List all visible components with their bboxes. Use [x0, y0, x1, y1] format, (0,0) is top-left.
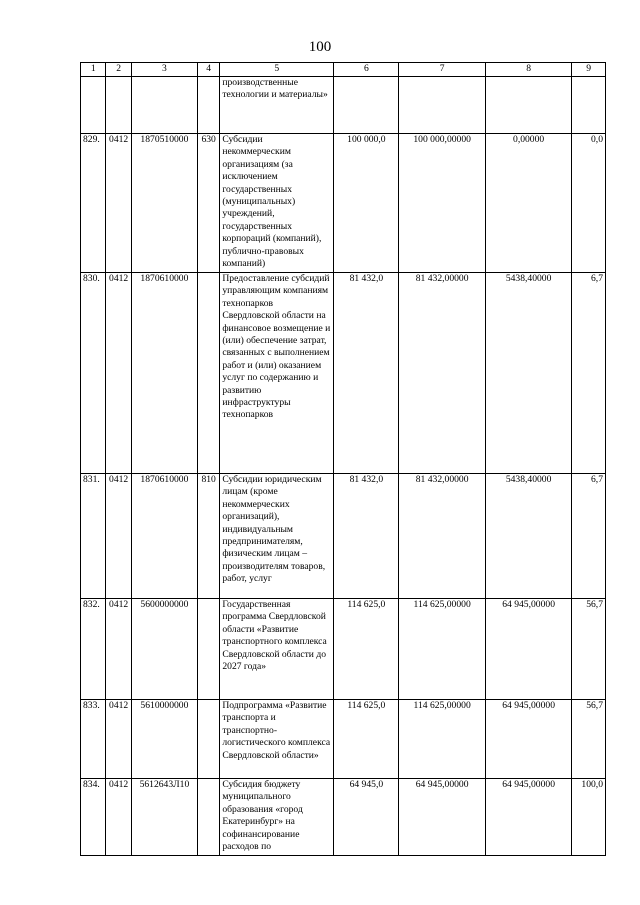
execution-percent: 6,7 [572, 273, 606, 474]
executed-amount [485, 77, 571, 134]
table-row [81, 779, 606, 856]
item-name: Государственная программа Свердловской области «Развитие транспортного комплекса Свердловской области до 2027 года» [220, 599, 334, 700]
section-code: 0412 [106, 474, 131, 599]
execution-percent: 56,7 [572, 599, 606, 700]
target-article-code: 1870510000 [131, 134, 197, 273]
page-number: 100 [308, 39, 332, 55]
adjusted-amount: 114 625,00000 [399, 599, 485, 700]
item-name: Субсидия бюджету муниципального образования «город Екатеринбург» на софинансирование расходов по [220, 779, 334, 856]
target-article-code: 5600000000 [131, 599, 197, 700]
table-row [81, 474, 606, 599]
execution-percent [572, 77, 606, 134]
planned-amount: 100 000,0 [334, 134, 399, 273]
expense-type-code: 630 [197, 134, 219, 273]
planned-amount: 114 625,0 [334, 599, 399, 700]
column-header: 2 [106, 63, 131, 77]
row-number: 834. [81, 779, 106, 856]
adjusted-amount: 81 432,00000 [399, 273, 485, 474]
item-name: Субсидии некоммерческим организациям (за исключением государственных (муниципальных) учреждений, государственных корпораций (компаний), публично-правовых компаний) [220, 134, 334, 273]
item-name: Субсидии юридическим лицам (кроме некоммерческих организаций), индивидуальным предпринимателям, физическим лицам – производителям товаров, работ, услуг [220, 474, 334, 599]
item-name: Подпрограмма «Развитие транспорта и транспортно-логистического комплекса Свердловской области» [220, 700, 334, 779]
target-article-code: 1870610000 [131, 273, 197, 474]
row-number: 830. [81, 273, 106, 474]
row-number: 829. [81, 134, 106, 273]
execution-percent: 0,0 [572, 134, 606, 273]
column-header: 7 [399, 63, 485, 77]
table-row [81, 77, 606, 134]
column-header: 9 [572, 63, 606, 77]
planned-amount: 114 625,0 [334, 700, 399, 779]
target-article-code [131, 77, 197, 134]
adjusted-amount [399, 77, 485, 134]
section-code: 0412 [106, 599, 131, 700]
row-number [81, 77, 106, 134]
planned-amount: 81 432,0 [334, 474, 399, 599]
planned-amount: 81 432,0 [334, 273, 399, 474]
column-header: 8 [485, 63, 571, 77]
target-article-code: 5612643Л10 [131, 779, 197, 856]
table-row [81, 134, 606, 273]
table-row [81, 599, 606, 700]
execution-percent: 6,7 [572, 474, 606, 599]
planned-amount [334, 77, 399, 134]
header-row [81, 63, 606, 77]
column-header: 1 [81, 63, 106, 77]
execution-percent: 56,7 [572, 700, 606, 779]
executed-amount: 64 945,00000 [485, 599, 571, 700]
section-code: 0412 [106, 779, 131, 856]
expense-type-code [197, 599, 219, 700]
section-code: 0412 [106, 700, 131, 779]
section-code: 0412 [106, 273, 131, 474]
adjusted-amount: 64 945,00000 [399, 779, 485, 856]
section-code: 0412 [106, 134, 131, 273]
table-row [81, 273, 606, 474]
section-code [106, 77, 131, 134]
row-number: 832. [81, 599, 106, 700]
item-name: Предоставление субсидий управляющим компаниям технопарков Свердловской области на финансовое возмещение и (или) обеспечение затрат, связанных с выполнением работ и (или) оказанием услуг по содержанию и развитию инфраструктуры технопарков [220, 273, 334, 474]
adjusted-amount: 81 432,00000 [399, 474, 485, 599]
executed-amount: 0,00000 [485, 134, 571, 273]
adjusted-amount: 100 000,00000 [399, 134, 485, 273]
executed-amount: 64 945,00000 [485, 700, 571, 779]
column-header: 5 [220, 63, 334, 77]
execution-percent: 100,0 [572, 779, 606, 856]
expense-type-code [197, 77, 219, 134]
budget-table [80, 62, 606, 856]
column-header: 3 [131, 63, 197, 77]
expense-type-code: 810 [197, 474, 219, 599]
expense-type-code [197, 273, 219, 474]
table-row [81, 700, 606, 779]
row-number: 831. [81, 474, 106, 599]
target-article-code: 1870610000 [131, 474, 197, 599]
row-number: 833. [81, 700, 106, 779]
expense-type-code [197, 700, 219, 779]
planned-amount: 64 945,0 [334, 779, 399, 856]
column-header: 4 [197, 63, 219, 77]
column-header: 6 [334, 63, 399, 77]
target-article-code: 5610000000 [131, 700, 197, 779]
expense-type-code [197, 779, 219, 856]
executed-amount: 64 945,00000 [485, 779, 571, 856]
executed-amount: 5438,40000 [485, 273, 571, 474]
item-name: производственные технологии и материалы» [220, 77, 334, 134]
adjusted-amount: 114 625,00000 [399, 700, 485, 779]
executed-amount: 5438,40000 [485, 474, 571, 599]
